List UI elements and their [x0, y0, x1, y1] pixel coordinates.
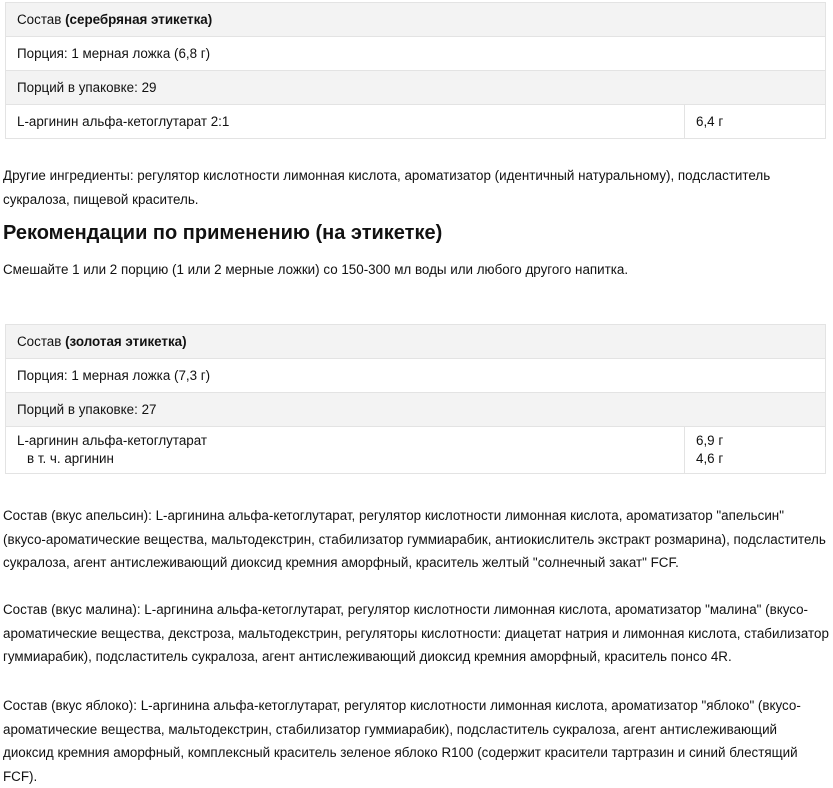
table-header-row [6, 325, 826, 359]
header-prefix: Состав [17, 334, 62, 349]
servings-per-pack-row [6, 71, 826, 105]
table-header-cell [6, 3, 826, 37]
composition-orange: Состав (вкус апельсин): L-аргинина альфа-кетоглутарат, регулятор кислотности лимонная кислота, ароматизатор "апельсин" (вкусо-ароматические вещества, мальтодекстрин, стабилизатор гуммиарабик, антиокислитель экстракт розмарина), подсластитель сукралоза, агент антислеживающий диоксид кремния аморфный, краситель желтый "солнечный закат" FCF. [3, 508, 826, 570]
serving-cell: Порция: 1 мерная ложка (7,3 г) [6, 359, 826, 393]
header-label: (серебряная этикетка) [65, 12, 213, 27]
ingredient-sub-name [17, 450, 673, 468]
ingredient-value-cell: 6,4 г [685, 105, 826, 139]
composition-apple: Состав (вкус яблоко): L-аргинина альфа-кетоглутарат, регулятор кислотности лимонная кислота, ароматизатор "яблоко" (вкусо-ароматические вещества, мальтодекстрин, стабилизатор гуммиарабик), подсластитель сукралоза, агент антислеживающий диоксид кремния аморфный, комплексный краситель зеленое яблоко R100 (содержит красители тартразин и синий блестящий FCF). [3, 698, 801, 784]
gold-label-table [5, 324, 826, 474]
serving-row [6, 37, 826, 71]
servings-per-pack-row [6, 393, 826, 427]
usage-text: Смешайте 1 или 2 порцию (1 или 2 мерные ложки) со 150-300 мл воды или любого другого напитка. [3, 262, 629, 277]
ingredient-name: L-аргинин альфа-кетоглутарат [17, 433, 208, 448]
serving-row [6, 359, 826, 393]
header-label: (золотая этикетка) [65, 334, 187, 349]
silver-label-table [5, 2, 826, 139]
ingredient-row [6, 105, 826, 139]
table-header-cell [6, 325, 826, 359]
serving-cell: Порция: 1 мерная ложка (6,8 г) [6, 37, 826, 71]
ingredient-sub-value: 4,6 г [696, 451, 724, 466]
servings-per-pack-cell: Порций в упаковке: 29 [6, 71, 826, 105]
table-header-row [6, 3, 826, 37]
ingredient-value-cell [685, 427, 826, 474]
ingredient-sub-label: в т. ч. аргинин [27, 451, 114, 466]
servings-per-pack-cell: Порций в упаковке: 27 [6, 393, 826, 427]
ingredient-value: 6,9 г [696, 433, 724, 448]
usage-heading: Рекомендации по применению (на этикетке) [3, 222, 443, 244]
header-prefix: Состав [17, 12, 62, 27]
ingredient-name-cell: L-аргинин альфа-кетоглутарат 2:1 [6, 105, 685, 139]
ingredient-name-cell [6, 427, 685, 474]
other-ingredients-text: Другие ингредиенты: регулятор кислотности лимонная кислота, ароматизатор (идентичный натуральному), подсластитель сукралоза, пищевой краситель. [3, 168, 771, 207]
composition-raspberry: Состав (вкус малина): L-аргинина альфа-кетоглутарат, регулятор кислотности лимонная кислота, ароматизатор "малина" (вкусо-ароматические вещества, декстроза, мальтодекстрин, регуляторы кислотности: диацетат натрия и лимонная кислота, стабилизатор гуммиарабик), подсластитель сукралоза, агент антислеживающий диоксид кремния аморфный, краситель понсо 4R. [3, 602, 829, 664]
ingredient-row [6, 427, 826, 474]
